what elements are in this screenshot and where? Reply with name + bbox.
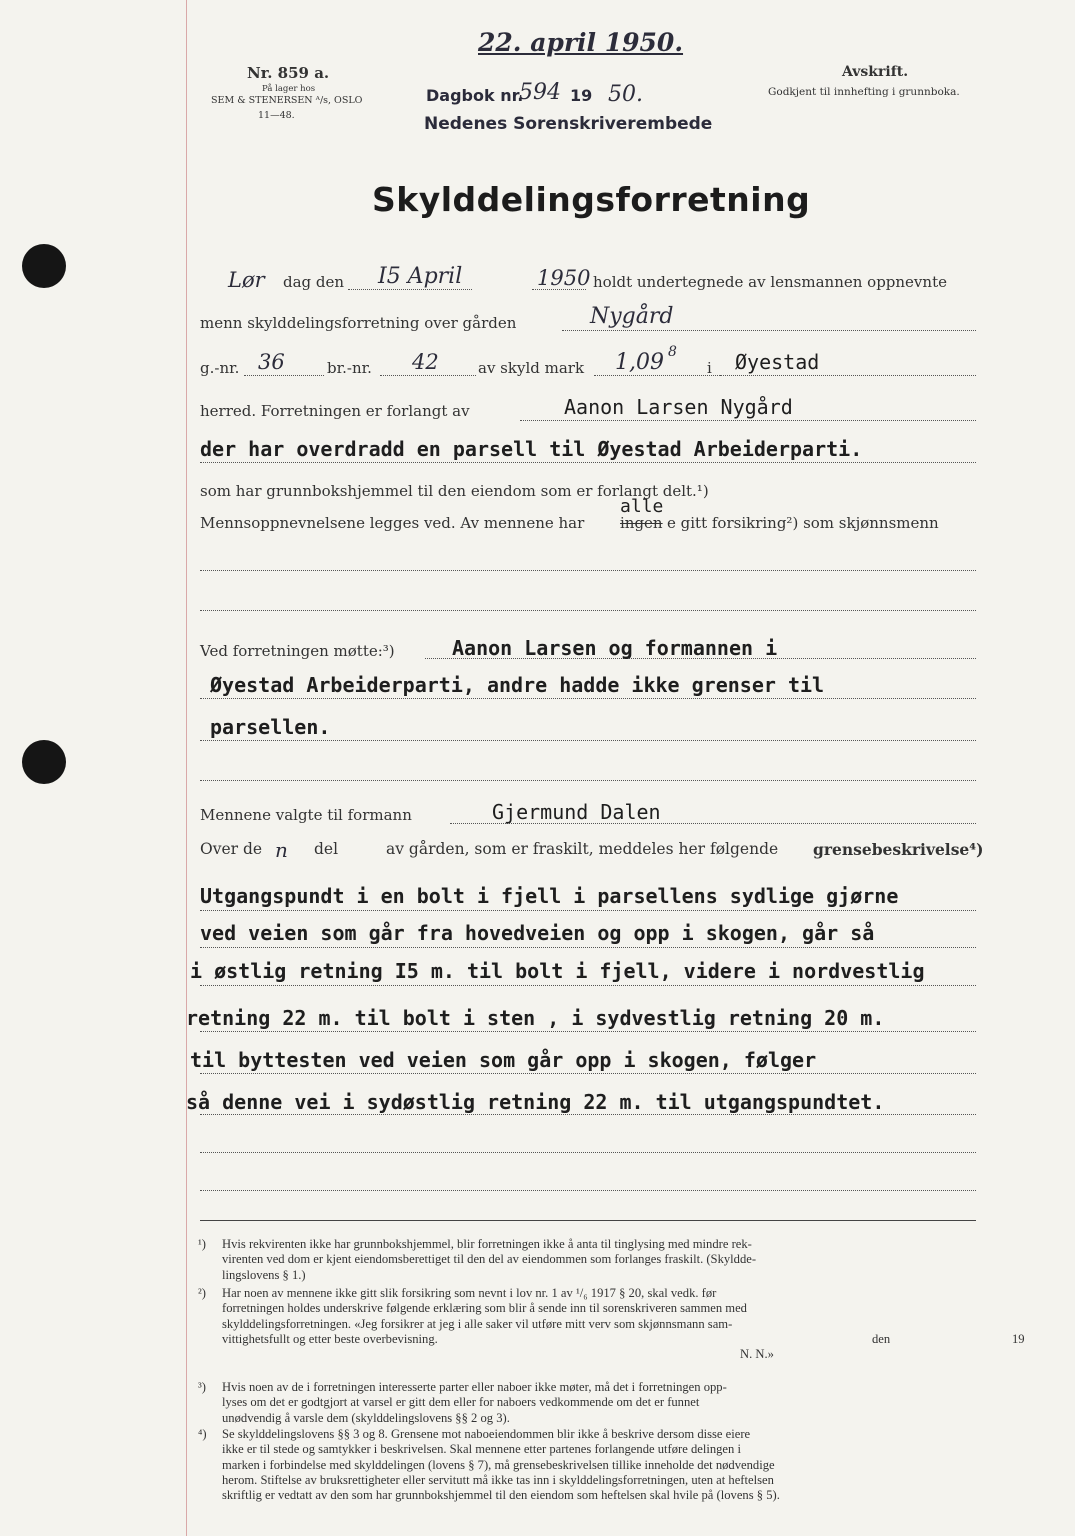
form-text: e gitt forsikring²) som skjønnsmenn — [667, 514, 939, 532]
record-date: 22. april 1950. — [478, 28, 684, 57]
form-text: del — [314, 840, 339, 858]
farm-name: Nygård — [590, 304, 674, 329]
footnote-1: ¹) Hvis rekvirenten ikke har grunnbokshjemmel, blir forretningen ikke å anta til tinglysing med mindre rek- virenten ved dom er kjent eiendomsberettiget til den del av eiendommen som forlanges fraskilt. (Skyldde- lingslovens § 1.) — [198, 1237, 757, 1282]
chairman: Gjermund Dalen — [492, 800, 661, 824]
transfer-text: der har overdradd en parsell til Øyestad Arbeiderparti. — [200, 437, 863, 461]
form-text: Mennsoppnevnelsene legges ved. Av mennene har — [200, 514, 585, 532]
form-number: Nr. 859 a. — [247, 64, 330, 82]
form-text: i — [707, 359, 712, 377]
margin-rule — [186, 0, 187, 1536]
municipality: Øyestad — [735, 350, 820, 374]
journal-label: Dagbok nr. — [426, 86, 524, 105]
form-text: av skyld mark — [478, 359, 585, 377]
form-text-bold: grensebeskrivelse⁴) — [813, 840, 984, 859]
form-text: av gården, som er fraskilt, meddeles her følgende — [386, 840, 779, 858]
attended-line: Aanon Larsen og formannen i — [452, 636, 778, 660]
copy-label: Avskrift. — [842, 64, 909, 80]
approval-note: Godkjent til innhefting i grunnboka. — [768, 86, 960, 98]
boundary-line: Utgangspundt i en bolt i fjell i parsellens sydlige gjørne — [200, 884, 899, 908]
bnr-value: 42 — [412, 350, 439, 374]
year-value: 1950 — [537, 266, 591, 290]
publisher-line: På lager hos — [262, 84, 316, 94]
form-text: Mennene valgte til formann — [200, 806, 412, 824]
boundary-line: ved veien som går fra hovedveien og opp i skogen, går så — [200, 921, 875, 945]
boundary-line: så denne vei i sydøstlig retning 22 m. til utgangspundtet. — [186, 1090, 885, 1114]
handwritten-insert: alle — [620, 496, 664, 517]
journal-year-prefix: 19 — [570, 86, 593, 105]
document-title: Skylddelingsforretning — [372, 180, 811, 219]
footnote-2: ²) Har noen av mennene ikke gitt slik forsikring som nevnt i lov nr. 1 av ¹/₆ 1917 § 20, skal vedk. før forretningen holdes underskrive følgende erklæring som blir å sende inn til sorenskriveren sammen med skylddelingsforretningen. «Jeg forsikrer at jeg i alle saker vil utføre mitt verv som skjønnsmann sam- vittighetsfullt og etter beste overbevisning. den 19 N. N.» — [198, 1286, 1025, 1362]
attended-line: parsellen. — [210, 715, 331, 739]
punch-hole — [22, 244, 66, 288]
footnote-4: ⁴) Se skylddelingslovens §§ 3 og 8. Grensene mot naboeiendommen blir ikke å beskrive dersom disse eiere ikke er til stede og samtykker i beskrivelsen. Skal mennene etter partenes forlangende utføre delingen i marken i forbindelse med skylddelingen (lovens § 7), må grensebeskrivelsen tillike inneholde det nødvendige herom. Stiftelse av bruksrettigheter eller servitutt må ikke tas inn i skylddelingsforretningen, uten at heftelsen skriftlig er vedtatt av den som har grunnbokshjemmel til den eiendom som heftelsen skal hvile på (lovens § 5). — [198, 1427, 780, 1503]
form-text: Over de — [200, 840, 263, 858]
form-text: herred. Forretningen er forlangt av — [200, 402, 470, 420]
punch-hole — [22, 740, 66, 784]
form-text: som har grunnbokshjemmel til den eiendom som er forlangt delt.¹) — [200, 482, 709, 500]
skyld-value: 1,09 — [615, 350, 664, 375]
date-value: I5 April — [378, 264, 463, 289]
office-stamp: Nedenes Sorenskriverembede — [424, 114, 713, 134]
skyld-correction: 8 — [668, 344, 677, 360]
boundary-line: til byttesten ved veien som går opp i skogen, følger — [190, 1048, 817, 1072]
form-text: g.-nr. — [200, 359, 240, 377]
boundary-line: retning 22 m. til bolt i sten , i sydvestlig retning 20 m. — [186, 1006, 885, 1030]
journal-year: 50. — [608, 82, 643, 107]
boundary-line: i østlig retning I5 m. til bolt i fjell, videre i nordvestlig — [190, 959, 925, 983]
attended-line: Øyestad Arbeiderparti, andre hadde ikke grenser til — [210, 673, 825, 697]
form-text: Ved forretningen møtte:³) — [200, 642, 395, 660]
publisher-line: SEM & STENERSEN ᴬ/s, OSLO — [211, 95, 363, 106]
publisher-line: 11—48. — [258, 110, 295, 121]
journal-number: 594 — [519, 80, 561, 105]
form-text: br.-nr. — [327, 359, 372, 377]
gnr-value: 36 — [258, 350, 285, 374]
form-text: holdt undertegnede av lensmannen oppnevnte — [593, 273, 947, 291]
weekday: Lør — [228, 268, 265, 292]
handwritten-insert: n — [275, 838, 288, 862]
footnote-rule — [200, 1220, 976, 1221]
crossed-word: ingen — [620, 514, 663, 532]
form-text: menn skylddelingsforretning over gården — [200, 314, 517, 332]
requester: Aanon Larsen Nygård — [564, 395, 793, 419]
footnote-3: ³) Hvis noen av de i forretningen interesserte parter eller naboer ikke møter, må det i forretningen opp- lyses om det er godtgjort at varsel er gitt dem eller for naboers vedkommende om det er funnet unødvendig å varsle dem (skylddelingslovens §§ 2 og 3). — [198, 1380, 727, 1425]
form-text: dag den — [283, 273, 345, 291]
